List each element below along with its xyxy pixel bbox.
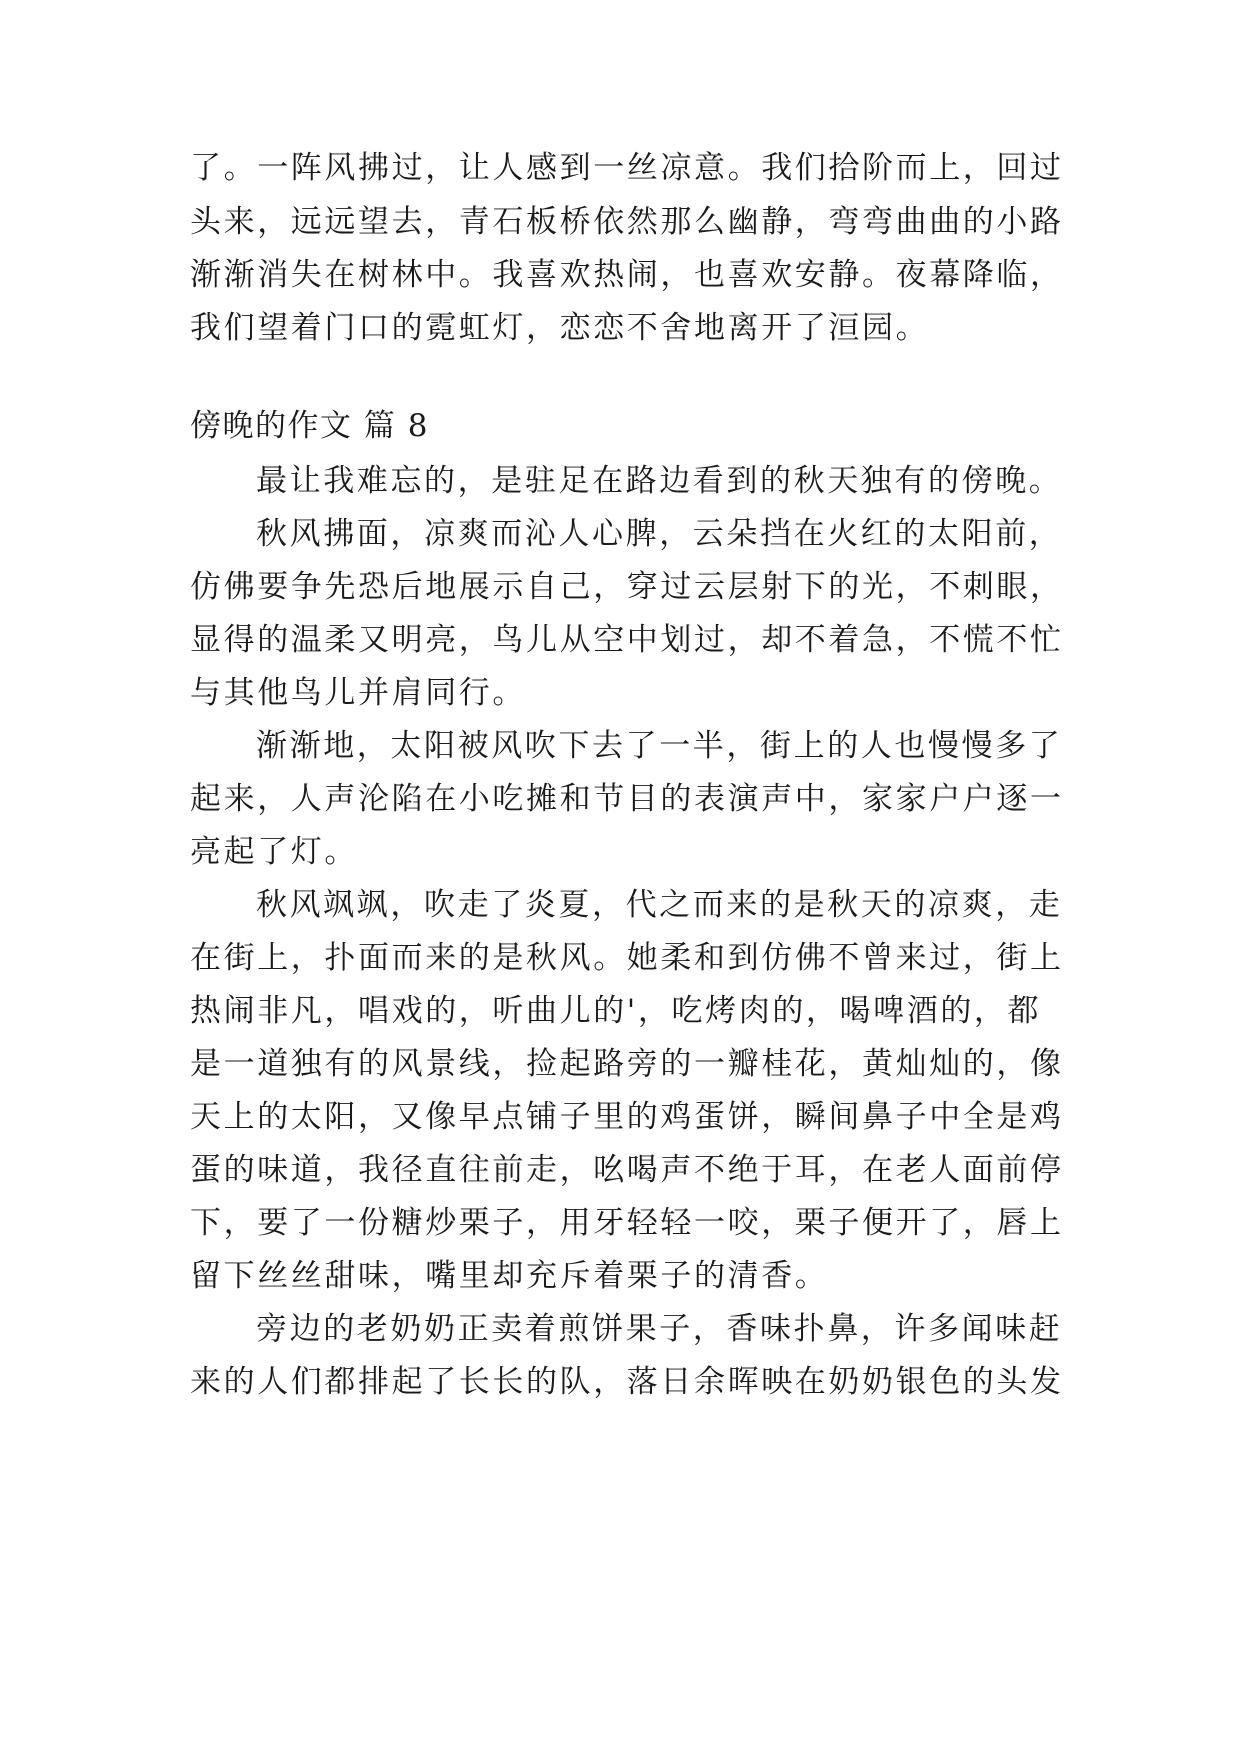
text-line: 秋风飒飒，吹走了炎夏，代之而来的是秋天的凉爽，走 — [256, 887, 1063, 923]
text-line: 亮起了灯。 — [190, 834, 358, 870]
text-line: 渐渐地，太阳被风吹下去了一半，街上的人也慢慢多了 — [256, 728, 1063, 764]
text-line: 蛋的味道，我径直往前走，吆喝声不绝于耳，在老人面前停 — [190, 1152, 1064, 1188]
text-line: 是一道独有的风景线，捡起路旁的一瓣桂花，黄灿灿的，像 — [190, 1046, 1064, 1082]
text-line: 来的人们都排起了长长的队，落日余晖映在奶奶银色的头发 — [190, 1364, 1064, 1400]
text-line: 下，要了一份糖炒栗子，用牙轻轻一咬，栗子便开了，唇上 — [190, 1205, 1064, 1241]
text-line: 留下丝丝甜味，嘴里却充斥着栗子的清香。 — [190, 1258, 829, 1294]
section-heading: 傍晚的作文 篇 8 — [190, 408, 429, 444]
text-line: 显得的温柔又明亮，鸟儿从空中划过，却不着急，不慌不忙 — [190, 622, 1064, 658]
text-line: 了。一阵风拂过，让人感到一丝凉意。我们拾阶而上，回过 — [190, 150, 1064, 186]
text-line: 最让我难忘的，是驻足在路边看到的秋天独有的傍晚。 — [256, 463, 1063, 499]
text-line: 与其他鸟儿并肩同行。 — [190, 675, 526, 711]
text-line: 秋风拂面，凉爽而沁人心脾，云朵挡在火红的太阳前， — [256, 516, 1063, 552]
text-line: 仿佛要争先恐后地展示自己，穿过云层射下的光，不刺眼， — [190, 569, 1064, 605]
text-line: 在街上，扑面而来的是秋风。她柔和到仿佛不曾来过，街上 — [190, 940, 1064, 976]
text-line: 我们望着门口的霓虹灯，恋恋不舍地离开了洹园。 — [190, 310, 930, 346]
text-line: 头来，远远望去，青石板桥依然那么幽静，弯弯曲曲的小路 — [190, 204, 1064, 240]
text-line: 热闹非凡，唱戏的，听曲儿的'，吃烤肉的，喝啤酒的，都 — [190, 993, 1042, 1029]
text-line: 旁边的老奶奶正卖着煎饼果子，香味扑鼻，许多闻味赶 — [256, 1311, 1063, 1347]
text-line: 渐渐消失在树林中。我喜欢热闹，也喜欢安静。夜幕降临， — [190, 257, 1064, 293]
text-line: 天上的太阳，又像早点铺子里的鸡蛋饼，瞬间鼻子中全是鸡 — [190, 1099, 1064, 1135]
text-line: 起来，人声沦陷在小吃摊和节目的表演声中，家家户户逐一 — [190, 781, 1064, 817]
